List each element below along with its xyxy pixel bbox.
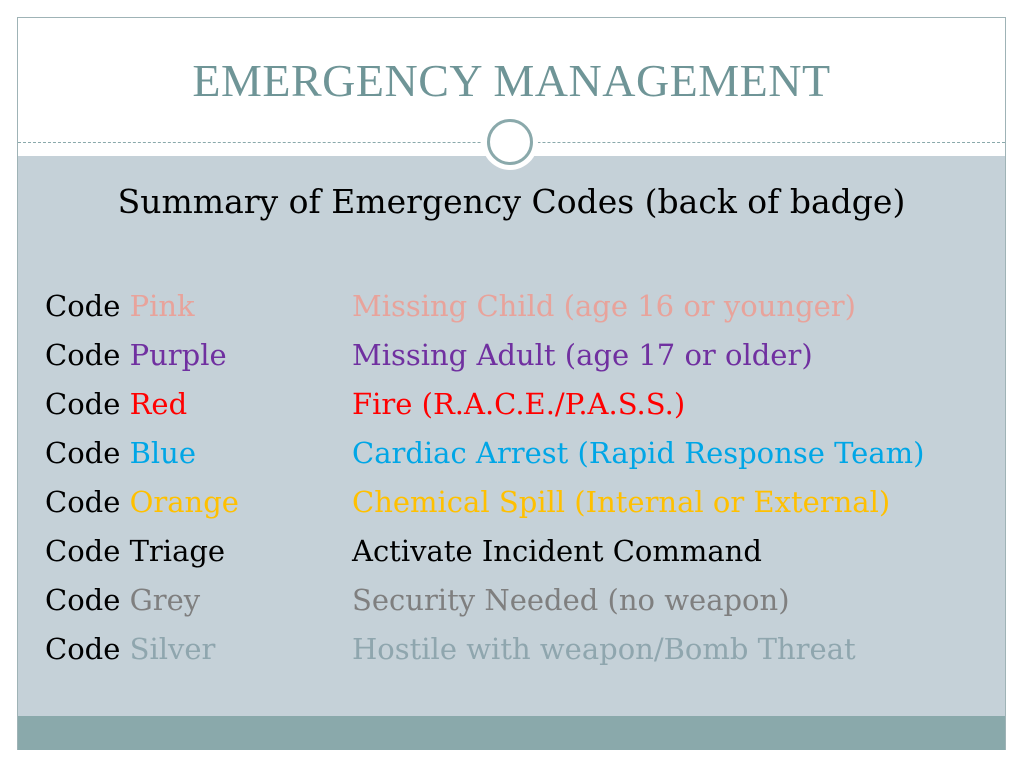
code-prefix: Code xyxy=(45,485,121,519)
code-prefix: Code xyxy=(45,338,121,372)
code-color-name: Blue xyxy=(129,436,197,470)
code-prefix: Code xyxy=(45,289,121,323)
slide xyxy=(17,17,1006,750)
code-description: Cardiac Arrest (Rapid Response Team) xyxy=(352,436,925,470)
code-color-name: Orange xyxy=(129,485,239,519)
code-description: Security Needed (no weapon) xyxy=(352,583,790,617)
code-prefix: Code xyxy=(45,387,121,421)
code-description: Activate Incident Command xyxy=(352,534,762,568)
list-item xyxy=(45,631,985,680)
code-label xyxy=(45,386,187,422)
code-description: Missing Child (age 16 or younger) xyxy=(352,289,856,323)
footer-band xyxy=(18,716,1005,750)
list-item xyxy=(45,288,985,337)
code-color-name: Pink xyxy=(129,289,195,323)
code-label xyxy=(45,288,195,324)
code-label xyxy=(45,484,239,520)
code-prefix: Code xyxy=(45,632,121,666)
list-item xyxy=(45,533,985,582)
code-label xyxy=(45,435,196,471)
code-label xyxy=(45,533,225,569)
code-label xyxy=(45,631,215,667)
slide-subtitle: Summary of Emergency Codes (back of badge) xyxy=(117,182,906,221)
code-color-name: Silver xyxy=(129,632,216,666)
code-description: Chemical Spill (Internal or External) xyxy=(352,485,891,519)
list-item xyxy=(45,435,985,484)
list-item xyxy=(45,582,985,631)
code-prefix: Code xyxy=(45,436,121,470)
code-description: Missing Adult (age 17 or older) xyxy=(352,338,813,372)
circle-ornament-icon xyxy=(482,114,538,170)
code-label xyxy=(45,337,227,373)
code-label xyxy=(45,582,200,618)
code-color-name: Grey xyxy=(129,583,201,617)
code-color-name: Purple xyxy=(129,338,227,372)
list-item xyxy=(45,337,985,386)
code-prefix: Code xyxy=(45,583,121,617)
code-color-name: Triage xyxy=(129,534,226,568)
slide-title: EMERGENCY MANAGEMENT xyxy=(192,55,831,106)
circle-ring xyxy=(487,119,533,165)
code-description: Fire (R.A.C.E./P.A.S.S.) xyxy=(352,387,686,421)
code-color-name: Red xyxy=(129,387,188,421)
content-area xyxy=(18,156,1005,716)
list-item xyxy=(45,484,985,533)
codes-list xyxy=(45,288,985,680)
code-description: Hostile with weapon/Bomb Threat xyxy=(352,632,856,666)
list-item xyxy=(45,386,985,435)
code-prefix: Code xyxy=(45,534,121,568)
